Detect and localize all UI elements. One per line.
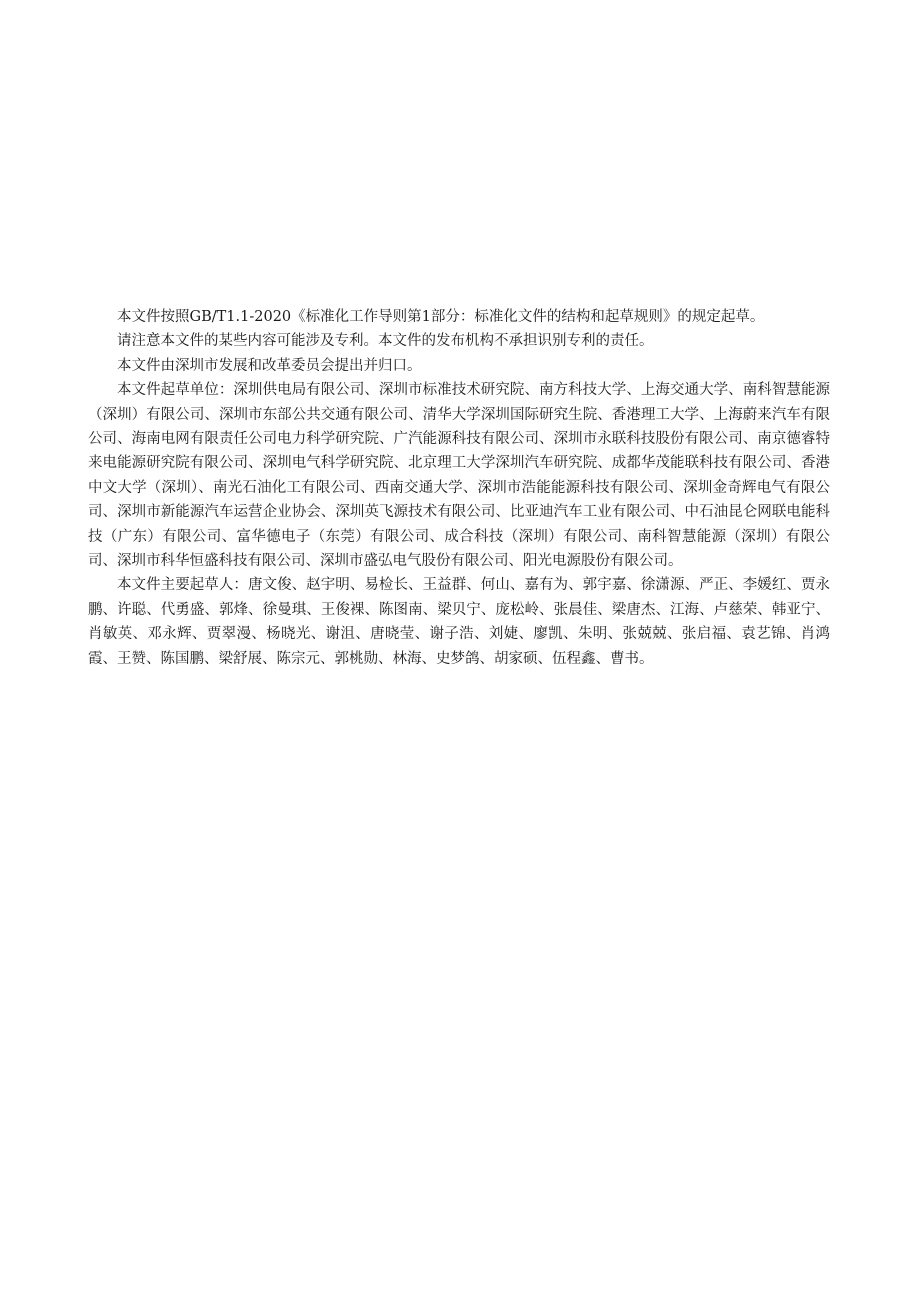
drafting-organizations: 本文件起草单位：深圳供电局有限公司、深圳市标准技术研究院、南方科技大学、上海交通大学、南科智慧能源（深圳）有限公司、深圳市东部公共交通有限公司、清华大学深圳国际研究生院、香港理工大学、上海蔚来汽车有限公司、海南电网有限责任公司电力科学研究院、广汽能源科技有限公司、深圳市永联科技股份有限公司、南京德睿特来电能源研究院有限公司、深圳电气科学研究院、北京理工大学深圳汽车研究院、成都华茂能联科技有限公司、香港中文大学（深圳）、南光石油化工有限公司、西南交通大学、深圳市浩能能源科技有限公司、深圳金奇辉电气有限公司、深圳市新能源汽车运营企业协会、深圳英飞源技术有限公司、比亚迪汽车工业有限公司、中石油昆仑网联电能科技（广东）有限公司、富华德电子（东莞）有限公司、成合科技（深圳）有限公司、南科智慧能源（深圳）有限公司、深圳市科华恒盛科技有限公司、深圳市盛弘电气股份有限公司、阳光电源股份有限公司。 <box>88 382 830 570</box>
main-drafters: 本文件主要起草人：唐文俊、赵宇明、易检长、王益群、何山、嘉有为、郭宇嘉、徐潇源、严正、李媛红、贾永鹏、许聪、代勇盛、郭烽、徐曼琪、王俊裸、陈图南、梁贝宁、庞松岭、张晨佳、梁唐杰、江海、卢慈荣、韩亚宁、肖敏英、邓永辉、贾翠漫、杨晓光、谢沮、唐晓莹、谢子浩、刘婕、廖凯、朱明、张兢兢、张启福、袁艺锦、肖鸿霞、王赞、陈国鹏、梁舒展、陈宗元、郭桃勋、林海、史梦鸽、胡家硕、伍程鑫、曹书。 <box>88 577 830 667</box>
foreword-body <box>88 305 830 671</box>
proposing-authority: 本文件由深圳市发展和改革委员会提出并归口。 <box>117 357 422 374</box>
drafting-rules-statement: 本文件按照GB/T1.1-2020《标准化工作导则第1部分：标准化文件的结构和起草规则》的规定起草。 <box>117 309 765 325</box>
patent-notice: 请注意本文件的某些内容可能涉及专利。本文件的发布机构不承担识别专利的责任。 <box>117 333 654 350</box>
